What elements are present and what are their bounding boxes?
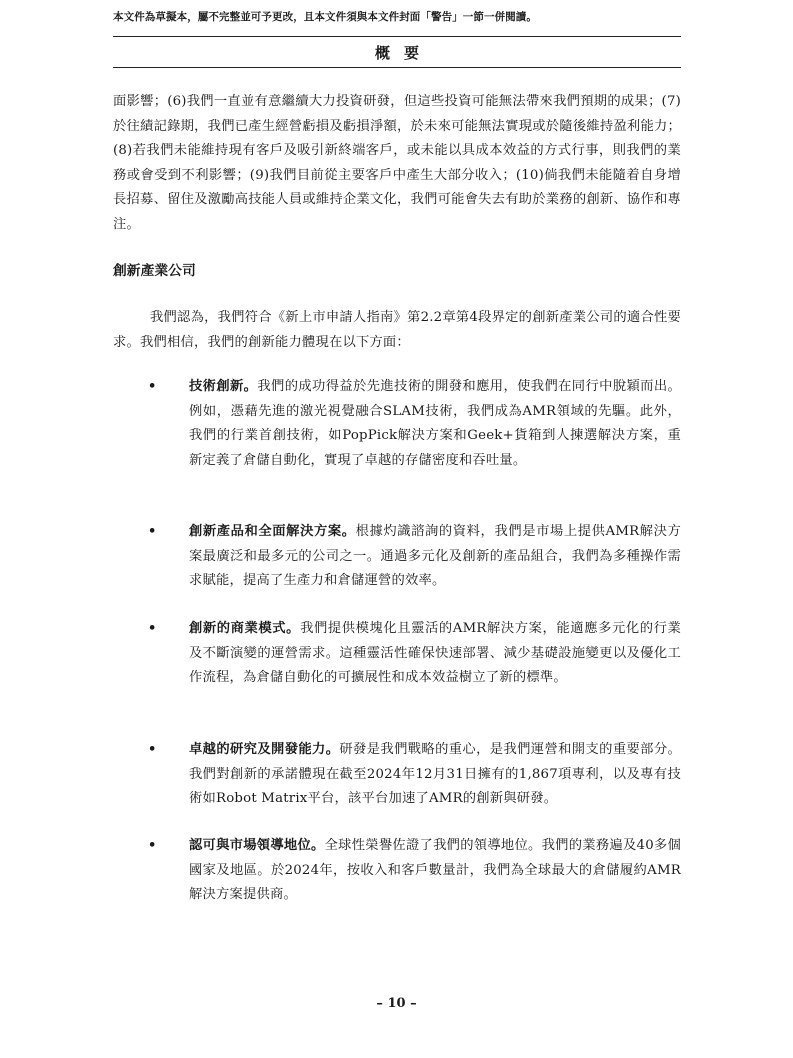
bullet-text <box>189 738 681 812</box>
bullet-lead: 創新產品和全面解決方案。 <box>189 524 356 539</box>
page-number: – 10 – <box>376 996 417 1011</box>
bullet-lead: 創新的商業模式。 <box>189 621 301 636</box>
bullet-text <box>189 520 681 594</box>
section-title: 概要 <box>374 44 433 62</box>
bullet-lead: 卓越的研究及開發能力。 <box>189 742 340 757</box>
bullet-body: 研發是我們戰略的重心，是我們運營和開支的重要部分。我們對創新的承諾體現在截至2024年12月31日擁有的1,867項專利，以及專有技術如Robot Matrix平台，該平台加速了AMR的創新與研發。 <box>189 742 682 806</box>
draft-disclaimer: 本文件為草擬本，屬不完整並可予更改，且本文件須與本文件封面「警告」一節一併閱讀。 <box>113 11 537 23</box>
bullet-body: 全球性榮譽佐證了我們的領導地位。我們的業務遍及40多個國家及地區。於2024年，按收入和客戶數量計，我們為全球最大的倉儲履約AMR解決方案提供商。 <box>189 838 681 902</box>
bullet-body: 我們提供模塊化且靈活的AMR解決方案，能適應多元化的行業及不斷演變的運營需求。這種靈活性確保快速部署、減少基礎設施變更以及優化工作流程，為倉儲自動化的可擴展性和成本效益樹立了新的標準。 <box>189 621 681 685</box>
bullet-marker: • <box>148 621 157 636</box>
bullet-lead: 認可與市場領導地位。 <box>189 838 325 853</box>
bullet-marker: • <box>148 524 157 539</box>
header-rule-bottom <box>113 67 681 68</box>
subheading-innovative-company: 創新產業公司 <box>113 263 196 279</box>
belief-paragraph: 我們認為，我們符合《新上市申請人指南》第2.2章第4段界定的創新產業公司的適合性要求。我們相信，我們的創新能力體現在以下方面： <box>113 310 681 350</box>
bullet-text <box>189 834 681 908</box>
bullet-text <box>189 617 681 691</box>
bullet-marker: • <box>148 838 157 853</box>
header-rule-top <box>113 36 681 37</box>
bullet-marker: • <box>148 742 157 757</box>
bullet-body: 我們的成功得益於先進技術的開發和應用，使我們在同行中脫穎而出。例如，憑藉先進的激光視覺融合SLAM技術，我們成為AMR領域的先驅。此外，我們的行業首創技術，如PopPick解決方案和Geek+貨箱到人揀選解決方案，重新定義了倉儲自動化，實現了卓越的存儲密度和吞吐量。 <box>189 379 681 468</box>
bullet-text <box>189 375 681 473</box>
intro-paragraph: 面影響；(6)我們一直並有意繼續大力投資研發，但這些投資可能無法帶來我們預期的成果；(7)於往績記錄期，我們已產生經營虧損及虧損淨額，於未來可能無法實現或於隨後維持盈利能力；(8)若我們未能維持現有客戶及吸引新終端客戶，或未能以具成本效益的方式行事，則我們的業務或會受到不利影響；(9)我們目前從主要客戶中產生大部分收入；(10)倘我們未能隨着自身增長招募、留住及激勵高技能人員或維持企業文化，我們可能會失去有助於業務的創新、協作和專注。 <box>113 94 681 232</box>
bullet-body: 根據灼識諮詢的資料，我們是市場上提供AMR解決方案最廣泛和最多元的公司之一。通過多元化及創新的產品組合，我們為多種操作需求賦能，提高了生產力和倉儲運營的效率。 <box>189 524 681 588</box>
bullet-lead: 技術創新。 <box>189 379 258 394</box>
bullet-marker: • <box>148 379 157 394</box>
